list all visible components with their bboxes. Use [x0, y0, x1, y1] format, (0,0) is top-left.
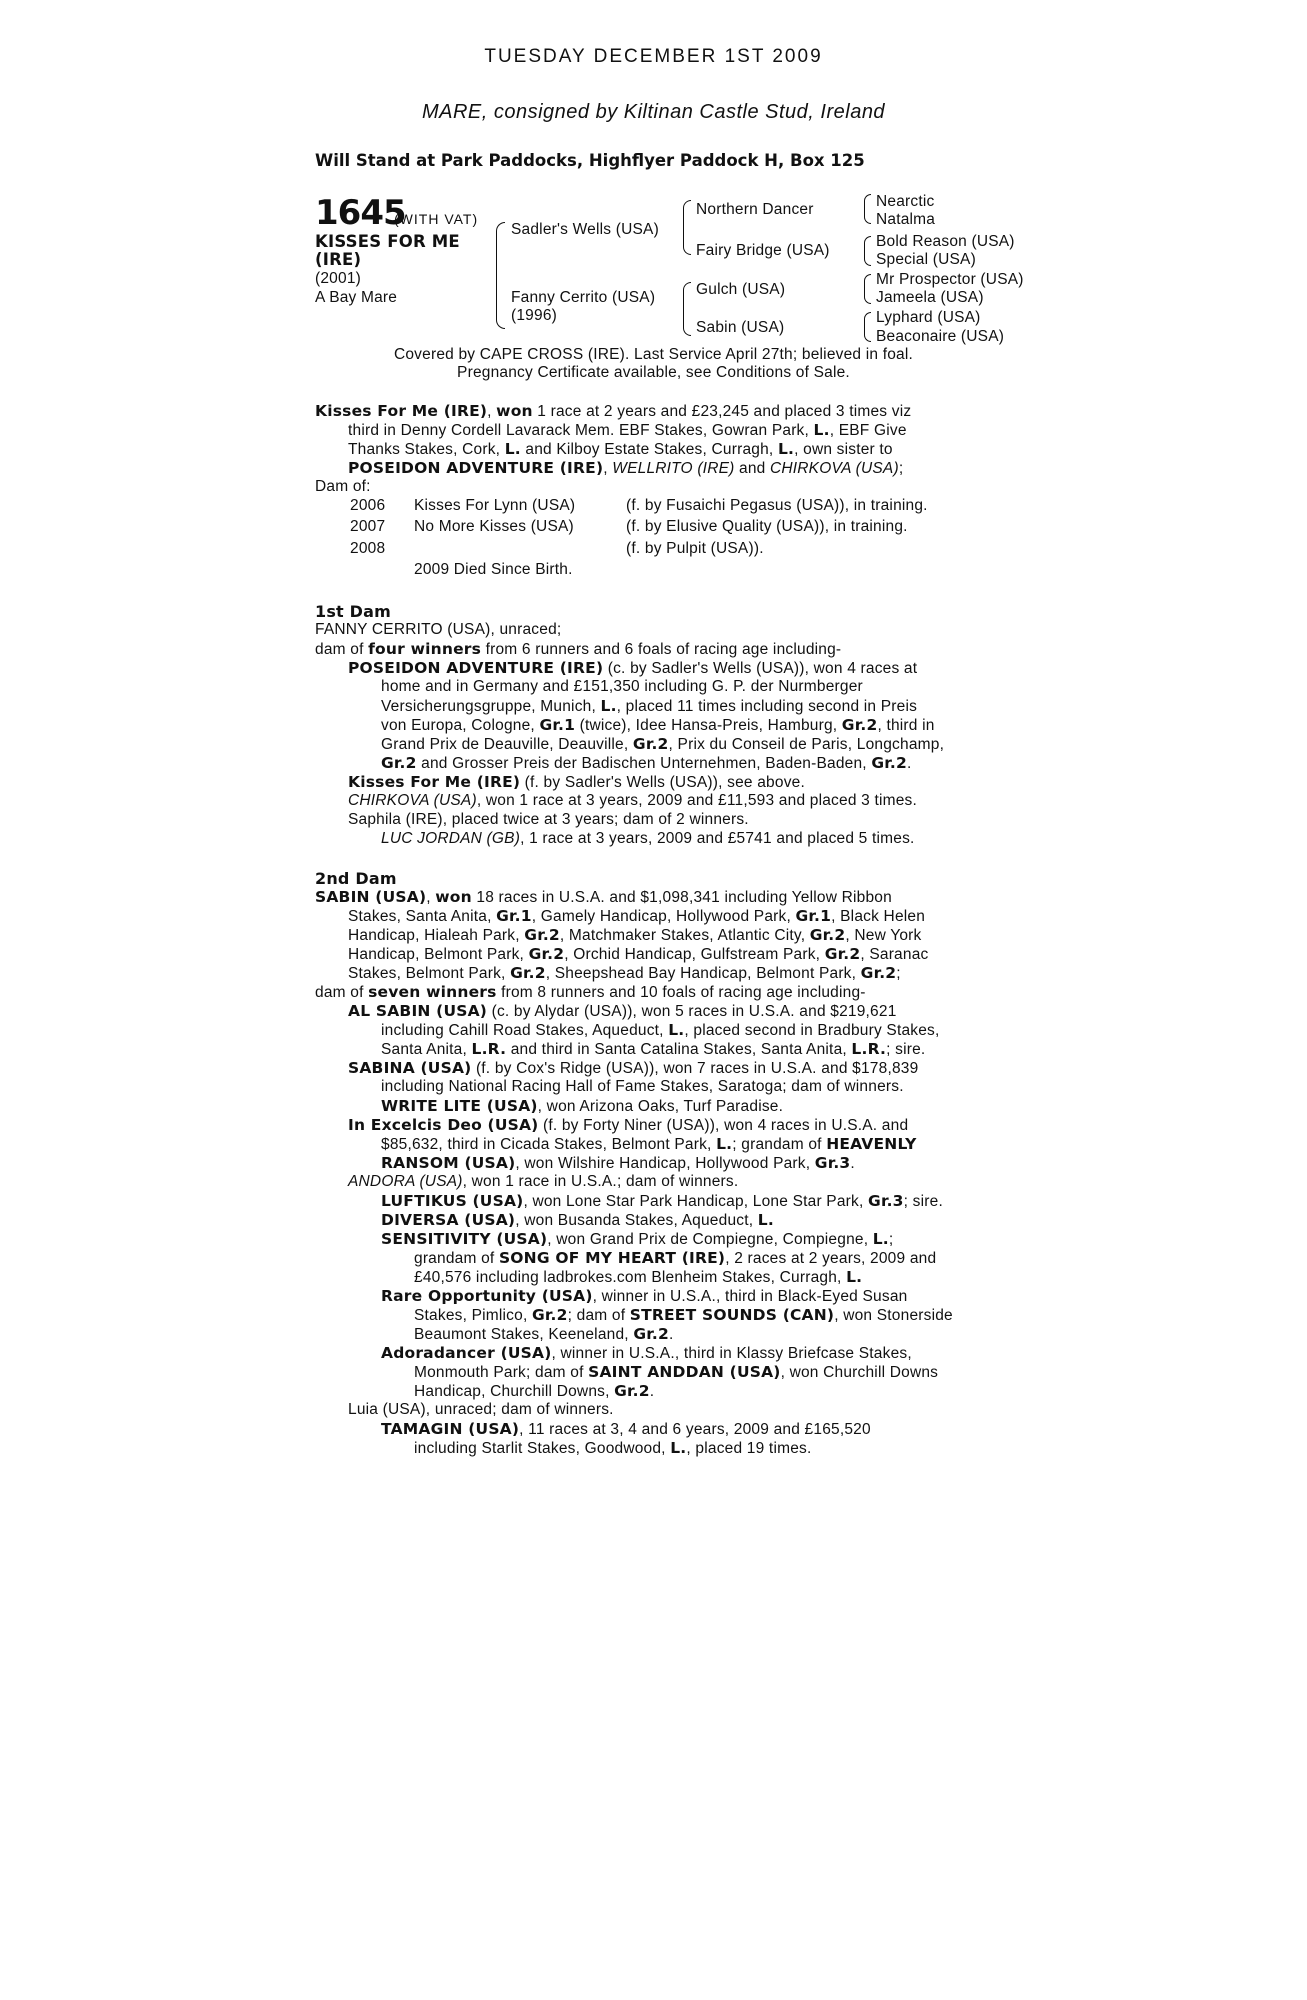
progeny-name: SAINT ANDDAN (USA): [588, 1363, 781, 1381]
text: , won Busanda Stakes, Aqueduct,: [515, 1212, 754, 1229]
group-tag: Gr.2: [632, 735, 669, 753]
vat-label: (WITH VAT): [394, 211, 479, 227]
text: , Matchmaker Stakes, Atlantic City,: [559, 927, 806, 944]
mare-won: won: [496, 402, 533, 420]
covered-line: Covered by CAPE CROSS (IRE). Last Service April 27th; believed in foal.: [393, 346, 914, 363]
stand-location: Will Stand at Park Paddocks, Highflyer Paddock H, Box 125: [315, 151, 865, 170]
text: Santa Anita,: [381, 1041, 467, 1058]
dam-of-label: Dam of:: [315, 478, 371, 495]
horse-year: (2001): [315, 270, 362, 287]
pedigree-dsd: Jameela (USA): [876, 289, 984, 306]
mare-line-2: third in Denny Cordell Lavarack Mem. EBF Stakes, Gowran Park,: [348, 422, 810, 439]
produce-name: No More Kisses (USA): [414, 518, 574, 535]
pedigree-brace-sd: [864, 236, 871, 266]
text: dam of: [315, 984, 364, 1001]
died-note: 2009 Died Since Birth.: [414, 561, 573, 578]
group-tag: Gr.3: [868, 1192, 904, 1210]
text: (c. by Sadler's Wells (USA)), won 4 races at: [607, 660, 918, 677]
second-dam-name: SABIN (USA): [315, 888, 427, 906]
pedigree-sire-sire: Northern Dancer: [696, 201, 814, 218]
first-dam-line: FANNY CERRITO (USA), unraced;: [315, 621, 562, 638]
sibling-poseidon: POSEIDON ADVENTURE (IRE): [348, 459, 604, 477]
text: ; grandam of: [732, 1136, 822, 1153]
mare-line-1: 1 race at 2 years and £23,245 and placed 3 times viz: [537, 403, 912, 420]
mare-line-3e: , own sister to: [794, 441, 893, 458]
text: , placed 19 times.: [686, 1440, 812, 1457]
pedigree-sire: Sadler's Wells (USA): [511, 221, 659, 238]
text: from 8 runners and 10 foals of racing age including-: [501, 984, 866, 1001]
text: including Starlit Stakes, Goodwood,: [414, 1440, 666, 1457]
text: Monmouth Park; dam of: [414, 1364, 584, 1381]
listed-tag: L.: [668, 1021, 685, 1039]
produce-year: 2008: [350, 540, 386, 557]
text: , Gamely Handicap, Hollywood Park,: [531, 908, 791, 925]
text: , winner in U.S.A., third in Black-Eyed Susan: [592, 1288, 908, 1305]
winners-count: seven winners: [368, 983, 497, 1001]
text: and third in Santa Catalina Stakes, Santa Anita,: [510, 1041, 847, 1058]
text: .: [906, 755, 912, 772]
text: , Prix du Conseil de Paris, Longchamp,: [668, 736, 945, 753]
progeny-name: STREET SOUNDS (CAN): [629, 1306, 835, 1324]
progeny-name: TAMAGIN (USA): [381, 1420, 520, 1438]
sale-date: TUESDAY DECEMBER 1ST 2009: [484, 46, 823, 67]
progeny-name: RANSOM (USA): [381, 1154, 516, 1172]
text: , Saranac: [860, 946, 929, 963]
text: , 1 race at 3 years, 2009 and £5741 and placed 5 times.: [520, 830, 915, 847]
pedigree-sdd: Special (USA): [876, 251, 976, 268]
text: $85,632, third in Cicada Stakes, Belmont Park,: [381, 1136, 712, 1153]
conj: and: [739, 460, 766, 477]
group-tag: Gr.2: [841, 716, 878, 734]
lot-number: 1645: [315, 193, 406, 233]
consignor-line: MARE, consigned by Kiltinan Castle Stud, Ireland: [421, 101, 886, 123]
text: 18 races in U.S.A. and $1,098,341 including Yellow Ribbon: [476, 889, 892, 906]
text: , won Grand Prix de Compiegne, Compiegne,: [547, 1231, 869, 1248]
pedigree-brace-main: [496, 222, 505, 329]
group-tag: Gr.2: [860, 964, 897, 982]
listed-tag: L.: [670, 1439, 687, 1457]
pedigree-dam: Fanny Cerrito (USA): [511, 289, 656, 306]
text: Handicap, Churchill Downs,: [414, 1383, 610, 1400]
pedigree-brace-ds: [864, 274, 871, 304]
mare-name: Kisses For Me (IRE): [315, 402, 488, 420]
pedigree-ddd: Beaconaire (USA): [876, 328, 1005, 345]
mare-line-2c: , EBF Give: [829, 422, 907, 439]
text: £40,576 including ladbrokes.com Blenheim Stakes, Curragh,: [414, 1269, 842, 1286]
produce-name: Kisses For Lynn (USA): [414, 497, 576, 514]
listed-tag: L.: [757, 1211, 774, 1229]
listed-tag: L.: [813, 421, 830, 439]
listed-tag: L.R.: [851, 1040, 887, 1058]
progeny-name: In Excelcis Deo (USA): [348, 1116, 539, 1134]
first-dam-heading: 1st Dam: [315, 602, 392, 621]
text: Stakes, Pimlico,: [414, 1307, 528, 1324]
group-tag: Gr.2: [871, 754, 907, 772]
text: , won Lone Star Park Handicap, Lone Star Park,: [523, 1193, 864, 1210]
mare-line-3c: and Kilboy Estate Stakes, Curragh,: [525, 441, 774, 458]
horse-country: (IRE): [315, 250, 362, 269]
progeny-name: DIVERSA (USA): [381, 1211, 516, 1229]
text: , Sheepshead Bay Handicap, Belmont Park,: [545, 965, 857, 982]
listed-tag: L.: [777, 440, 795, 458]
text: Grand Prix de Deauville, Deauville,: [381, 736, 629, 753]
pedigree-brace-ss: [864, 194, 871, 224]
won-label: won: [435, 888, 472, 906]
text: Handicap, Hialeah Park,: [348, 927, 520, 944]
text: from 6 runners and 6 foals of racing age including-: [485, 641, 842, 658]
text: .: [850, 1155, 855, 1172]
text: dam of: [315, 641, 364, 658]
text: ;: [888, 1231, 894, 1248]
progeny-name: AL SABIN (USA): [348, 1002, 488, 1020]
group-tag: Gr.2: [633, 1325, 669, 1343]
group-tag: Gr.2: [809, 926, 846, 944]
horse-description: A Bay Mare: [315, 289, 398, 306]
second-dam-heading: 2nd Dam: [315, 869, 397, 888]
pedigree-dss: Mr Prospector (USA): [876, 271, 1024, 288]
text: (f. by Cox's Ridge (USA)), won 7 races in U.S.A. and $178,839: [475, 1060, 919, 1077]
pedigree-dam-sire: Gulch (USA): [696, 281, 786, 298]
pedigree-dam-dam: Sabin (USA): [696, 319, 785, 336]
listed-tag: L.R.: [471, 1040, 507, 1058]
progeny-name: ANDORA (USA): [348, 1173, 463, 1190]
text: , won Churchill Downs: [780, 1364, 939, 1381]
pedigree-brace-dam: [683, 282, 691, 336]
text: (c. by Alydar (USA)), won 5 races in U.S.A. and $219,621: [491, 1003, 897, 1020]
group-tag: Gr.3: [814, 1154, 851, 1172]
text: , winner in U.S.A., third in Klassy Briefcase Stakes,: [551, 1345, 912, 1362]
group-tag: Gr.2: [528, 945, 565, 963]
punct: ,: [603, 460, 608, 477]
mare-line-3a: Thanks Stakes, Cork,: [348, 441, 501, 458]
text: Versicherungsgruppe, Munich,: [381, 698, 596, 715]
progeny-line: Luia (USA), unraced; dam of winners.: [348, 1401, 614, 1418]
text: ;: [896, 965, 901, 982]
progeny-line: home and in Germany and £151,350 including G. P. der Nurmberger: [381, 678, 863, 695]
produce-info: (f. by Pulpit (USA)).: [626, 540, 764, 557]
pedigree-ssd: Natalma: [876, 211, 936, 228]
progeny-name: SENSITIVITY (USA): [381, 1230, 548, 1248]
text: Stakes, Santa Anita,: [348, 908, 492, 925]
listed-tag: L.: [600, 697, 617, 715]
pedigree-sss: Nearctic: [876, 193, 935, 210]
text: von Europa, Cologne,: [381, 717, 535, 734]
text: ; sire.: [903, 1193, 943, 1210]
text: (f. by Forty Niner (USA)), won 4 races in U.S.A. and: [542, 1117, 909, 1134]
text: , won Arizona Oaks, Turf Paradise.: [537, 1098, 784, 1115]
text: (twice), Idee Hansa-Preis, Hamburg,: [579, 717, 838, 734]
progeny-name: SONG OF MY HEART (IRE): [498, 1249, 726, 1267]
text: including Cahill Road Stakes, Aqueduct,: [381, 1022, 664, 1039]
listed-tag: L.: [504, 440, 521, 458]
pedigree-dam-year: (1996): [511, 307, 558, 324]
progeny-name: Adoradancer (USA): [381, 1344, 552, 1362]
group-tag: Gr.1: [539, 716, 576, 734]
text: Stakes, Belmont Park,: [348, 965, 506, 982]
progeny-name: CHIRKOVA (USA): [348, 792, 477, 809]
progeny-name: LUFTIKUS (USA): [381, 1192, 524, 1210]
text: Beaumont Stakes, Keeneland,: [414, 1326, 629, 1343]
progeny-name: Kisses For Me (IRE): [348, 773, 521, 791]
pedigree-dds: Lyphard (USA): [876, 309, 981, 326]
text: and Grosser Preis der Badischen Unternehmen, Baden-Baden,: [421, 755, 867, 772]
group-tag: Gr.2: [824, 945, 861, 963]
text: .: [649, 1383, 655, 1400]
sibling-wellrito: WELLRITO (IRE): [612, 460, 735, 477]
text: , won 1 race in U.S.A.; dam of winners.: [462, 1173, 739, 1190]
text: ; dam of: [567, 1307, 626, 1324]
text: , placed 11 times including second in Preis: [616, 698, 918, 715]
horse-name: KISSES FOR ME: [315, 232, 460, 251]
group-tag: Gr.1: [496, 907, 532, 925]
text: grandam of: [414, 1250, 495, 1267]
progeny-name: POSEIDON ADVENTURE (IRE): [348, 659, 604, 677]
pedigree-sire-dam: Fairy Bridge (USA): [696, 242, 830, 259]
punct: ;: [898, 460, 904, 477]
group-tag: Gr.2: [524, 926, 560, 944]
text: , 2 races at 2 years, 2009 and: [725, 1250, 937, 1267]
progeny-name: HEAVENLY: [826, 1135, 917, 1153]
pedigree-brace-sire: [683, 200, 691, 255]
progeny-name: LUC JORDAN (GB): [381, 830, 521, 847]
progeny-line: Saphila (IRE), placed twice at 3 years; dam of 2 winners.: [348, 811, 749, 828]
text: , third in: [877, 717, 935, 734]
produce-year: 2006: [350, 497, 386, 514]
text: , New York: [845, 927, 922, 944]
text: (f. by Sadler's Wells (USA)), see above.: [524, 774, 805, 791]
text: , placed second in Bradbury Stakes,: [684, 1022, 940, 1039]
text: , won Stonerside: [834, 1307, 953, 1324]
text: , won 1 race at 3 years, 2009 and £11,593 and placed 3 times.: [476, 792, 918, 809]
produce-year: 2007: [350, 518, 386, 535]
listed-tag: L.: [872, 1230, 889, 1248]
text: Handicap, Belmont Park,: [348, 946, 525, 963]
winners-count: four winners: [368, 640, 482, 658]
group-tag: Gr.2: [614, 1382, 650, 1400]
group-tag: Gr.1: [795, 907, 832, 925]
text: , 11 races at 3, 4 and 6 years, 2009 and £165,520: [519, 1421, 871, 1438]
pedigree-brace-dd: [864, 312, 871, 342]
text: , won Wilshire Handicap, Hollywood Park,: [515, 1155, 811, 1172]
sibling-chirkova: CHIRKOVA (USA): [770, 460, 899, 477]
pregnancy-line: Pregnancy Certificate available, see Conditions of Sale.: [457, 364, 850, 381]
text: , Black Helen: [831, 908, 926, 925]
listed-tag: L.: [716, 1135, 733, 1153]
text: .: [668, 1326, 674, 1343]
pedigree-sds: Bold Reason (USA): [876, 233, 1015, 250]
progeny-line: including National Racing Hall of Fame Stakes, Saratoga; dam of winners.: [381, 1078, 904, 1095]
text: , Orchid Handicap, Gulfstream Park,: [564, 946, 821, 963]
produce-info: (f. by Elusive Quality (USA)), in training.: [626, 518, 908, 535]
listed-tag: L.: [846, 1268, 863, 1286]
group-tag: Gr.2: [381, 754, 417, 772]
progeny-name: WRITE LITE (USA): [381, 1097, 538, 1115]
group-tag: Gr.2: [510, 964, 546, 982]
text: ; sire.: [886, 1041, 926, 1058]
progeny-name: SABINA (USA): [348, 1059, 472, 1077]
produce-info: (f. by Fusaichi Pegasus (USA)), in training.: [626, 497, 928, 514]
group-tag: Gr.2: [531, 1306, 568, 1324]
progeny-name: Rare Opportunity (USA): [381, 1287, 593, 1305]
